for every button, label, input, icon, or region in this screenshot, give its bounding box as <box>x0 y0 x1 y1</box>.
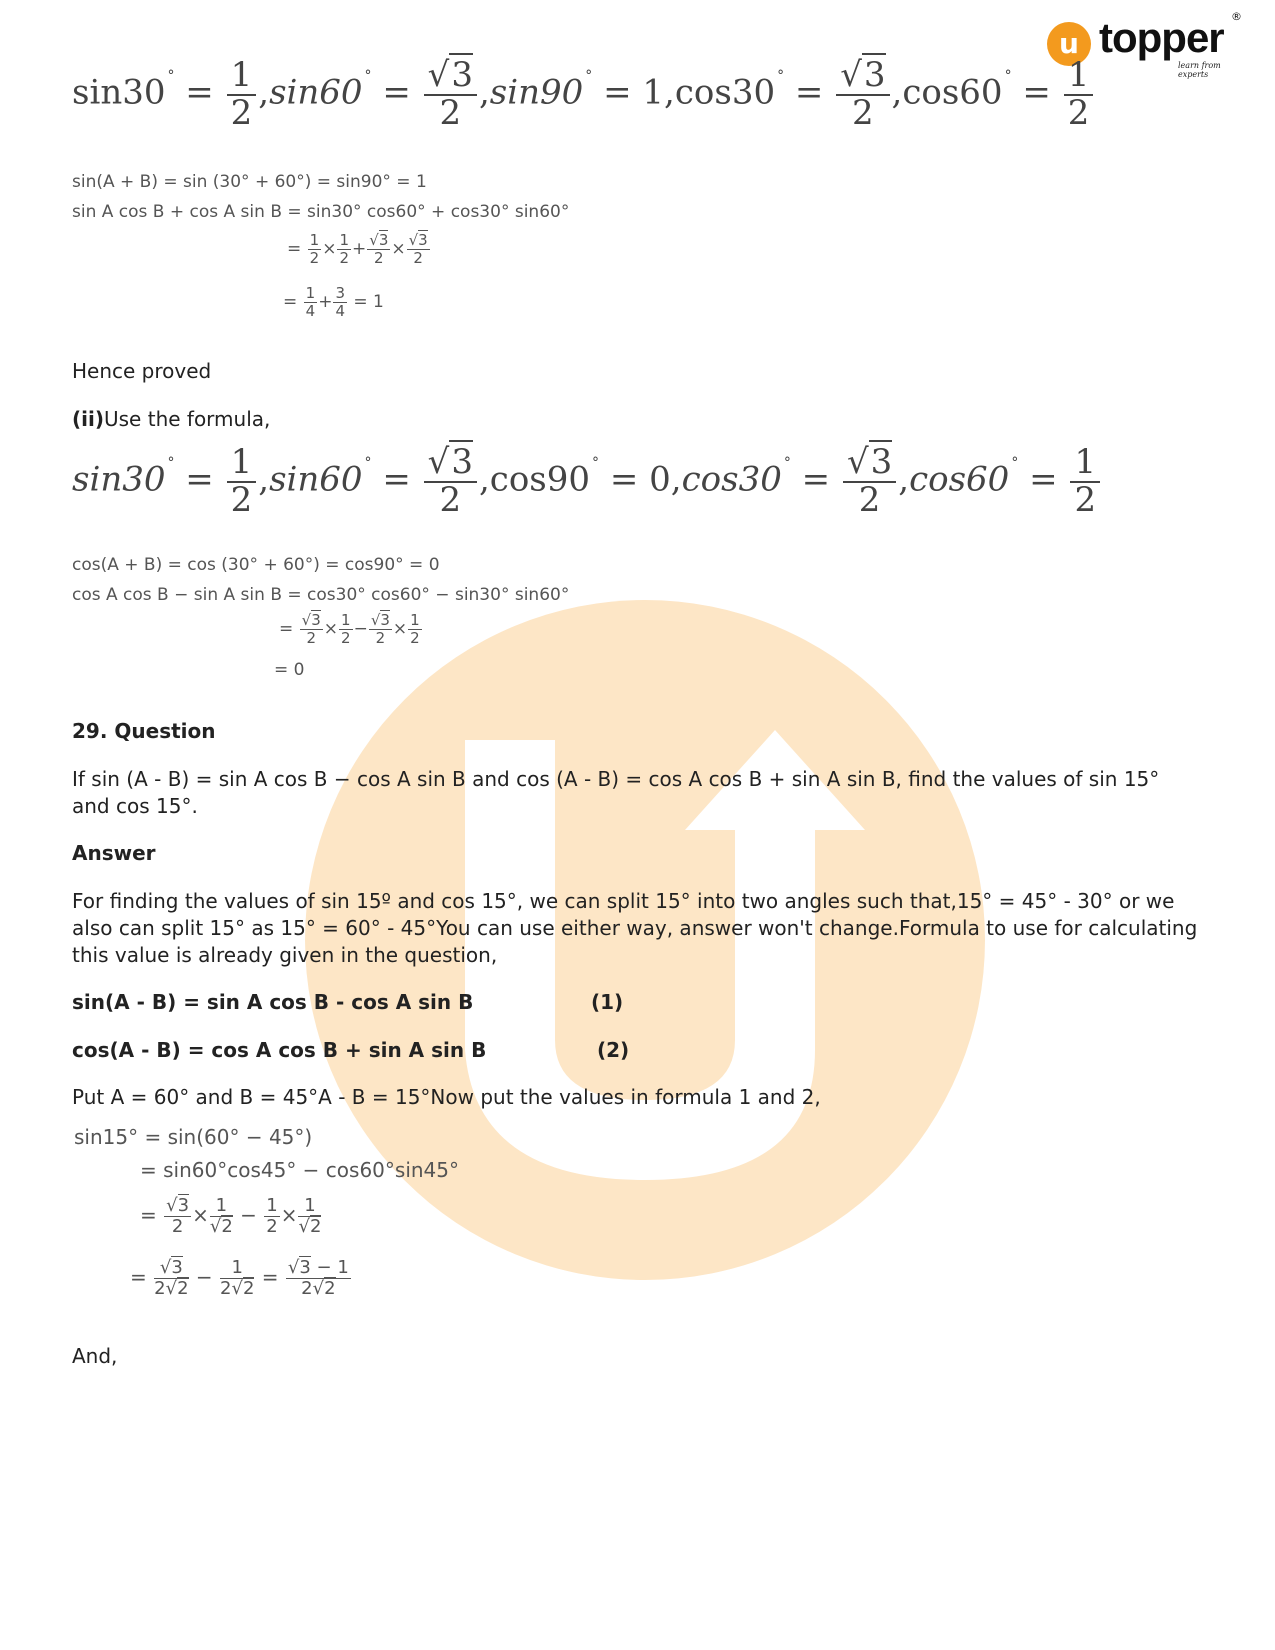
fraction-half: $\frac{1}{2}$ <box>227 58 257 131</box>
part-ii-line: (ii)Use the formula, <box>72 407 271 431</box>
fraction-half: $\frac{1}{2}$ <box>1064 58 1094 131</box>
calc-step: = $\frac{√3}{2}$ × $\frac{1}{2}$ − $\frac{√3}{2}$ × $\frac{1}{2}$ <box>279 611 420 647</box>
sin15-expand: = sin60°cos45° − cos60°sin45° <box>140 1158 459 1182</box>
calc-result: = 0 <box>274 660 305 680</box>
question-body: If sin (A - B) = sin A cos B − cos A sin B and cos (A - B) = cos A cos B + sin A sin B, find the values of sin 15° and cos 15°. <box>72 767 1160 818</box>
logo-wordmark: topper <box>1099 14 1224 61</box>
fraction-root3-over-2: $\frac{√3}{2}$ <box>424 58 477 131</box>
and-text: And, <box>72 1344 118 1368</box>
formula-1-number: (1) <box>591 990 624 1014</box>
registered-mark: ® <box>1231 10 1242 23</box>
identity-line: sin A cos B + cos A sin B = sin30° cos60° + cos30° sin60° <box>72 202 570 222</box>
sin15-substitute: = $\frac{√3}{2}$ × $\frac{1}{√2}$ − $\frac{1}{2}$ × $\frac{1}{√2}$ <box>140 1195 322 1237</box>
identity-line: cos(A + B) = cos (30° + 60°) = cos90° = 0 <box>72 555 440 575</box>
calc-step: = $\frac{1}{4}$ + $\frac{3}{4}$ = 1 <box>283 284 384 320</box>
trig-values-row-1: sin30 ° = $\frac{1}{2}$ ,sin60 ° = $\frac{√3}{2}$ ,sin90 ° = 1,cos30 ° = $\frac{√3}{2}$ ,cos60 ° = $\frac{1}{2}$ <box>72 58 1095 131</box>
formula-1: sin(A - B) = sin A cos B - cos A sin B <box>72 990 474 1014</box>
sin15-line: sin15° = sin(60° − 45°) <box>74 1125 313 1149</box>
hence-proved: Hence proved <box>72 359 212 383</box>
formula-2: cos(A - B) = cos A cos B + sin A sin B <box>72 1038 487 1062</box>
sin15-result: = $\frac{√3}{2√2}$ − $\frac{1}{2√2}$ = $\frac{√3 - 1}{2√2}$ <box>130 1257 349 1299</box>
formula-2-number: (2) <box>597 1038 630 1062</box>
fraction-root3-over-2: $\frac{√3}{2}$ <box>836 58 889 131</box>
trig-values-row-2: sin30 ° = $\frac{1}{2}$ ,sin60 ° = $\frac{√3}{2}$ ,cos90 ° = 0,cos30 ° = $\frac{√3}{2}$ ,cos60 ° = $\frac{1}{2}$ <box>72 445 1102 518</box>
logo-u-icon: u <box>1047 22 1091 66</box>
identity-line: sin(A + B) = sin (30° + 60°) = sin90° = 1 <box>72 172 427 192</box>
substitution-line: Put A = 60° and B = 45°A - B = 15°Now put the values in formula 1 and 2, <box>72 1085 821 1109</box>
calc-step: = $\frac{1}{2}$ × $\frac{1}{2}$ + $\frac{√3}{2}$ × $\frac{√3}{2}$ <box>287 231 428 267</box>
question-heading: 29. Question <box>72 719 216 743</box>
answer-paragraph: For finding the values of sin 15º and cos 15°, we can split 15° into two angles such that,15° = 45° - 30° or we also can split 15° as 15° = 60° - 45°You can use either way, answer won't change.Formula to use for calculating this value is already given in the question, <box>72 889 1198 967</box>
identity-line: cos A cos B − sin A sin B = cos30° cos60° − sin30° sin60° <box>72 585 570 605</box>
logo-tagline: learn from experts <box>1178 61 1221 79</box>
answer-heading: Answer <box>72 841 156 865</box>
